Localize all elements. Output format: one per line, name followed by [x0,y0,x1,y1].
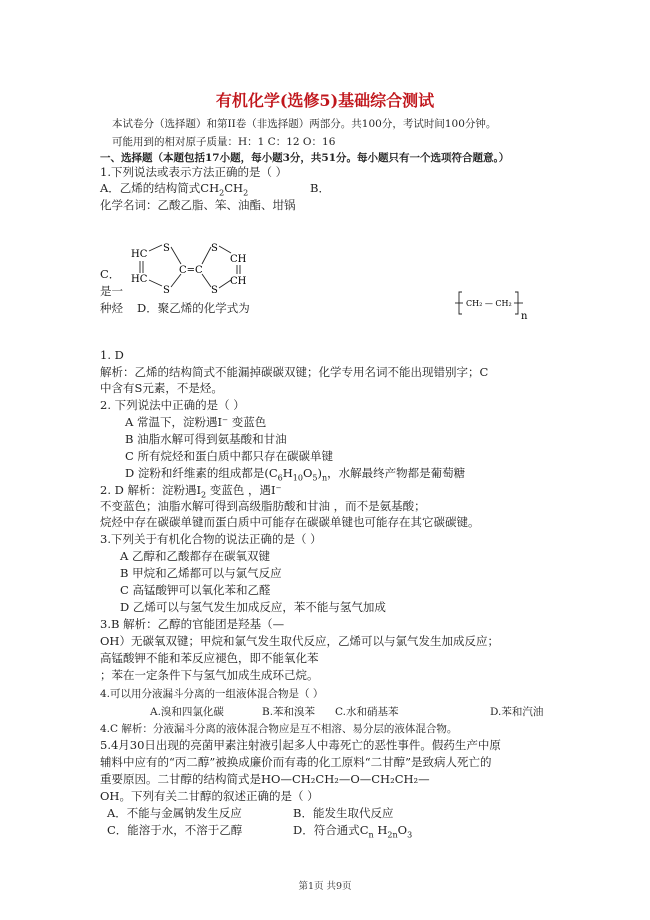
struct-ch-top: CH [230,254,247,265]
q5-line-1: 5.4月30日出现的亮菌甲素注射液引起多人中毒死亡的恶性事件。假药生产中原 [100,738,501,752]
q2-option-d: D 淀粉和纤维素的组成都是$(C_6H_{10}O_5)_n$，水解最终产物都是葡萄糖 [125,466,466,483]
page-title: 有机化学(选修5)基础综合测试 [215,91,435,110]
poly-n: n [521,311,528,322]
q3-option-d: D 乙烯可以与氢气发生加成反应，苯不能与氢气加成 [120,600,386,614]
struct-s-bottom-right: S [211,285,218,296]
intro-line-2: 可能用到的相对原子质量：H：1 C：12 O：16 [112,136,336,148]
q1-stem: 1.下列说法或表示方法正确的是（ ） [100,165,288,179]
q4-option-c: C.水和硝基苯 [335,706,399,718]
q5-line-3: 重要原因。二甘醇的结构简式是HO—CH₂CH₂—O—CH₂CH₂— [100,772,430,786]
q4-stem: 4.可以用分液漏斗分离的一组液体混合物是（ ） [100,688,324,700]
q3-option-c: C 高锰酸钾可以氧化苯和乙醛 [120,583,271,597]
q4-option-d: D.苯和汽油 [490,706,544,718]
struct-s-top-right: S [211,243,218,254]
q2-option-c: C 所有烷烃和蛋白质中都只存在碳碳单键 [125,449,333,463]
q4-option-b: B.苯和溴苯 [262,706,316,718]
struct-center: C=C [179,265,203,276]
q1-option-a: A．乙烯的结构简式$CH_2CH_2$ [100,181,249,198]
q1-option-c-line2: 是一 [100,284,123,298]
q4-option-a: A.溴和四氯化碳 [150,706,224,718]
section-heading: 一、选择题（本题包括17小题，每小题3分，共51分。每小题只有一个选项符合题意。） [100,152,510,164]
polyethylene-formula [455,288,535,322]
struct-ch-bottom: CH [230,276,247,287]
q5-option-a: A．不能与金属钠发生反应 [107,806,242,820]
a1-exp-line-1: 解析：乙烯的结构简式不能漏掉碳碳双键；化学专用名词不能出现错别字；C [100,365,489,379]
q1-option-b-text: 化学名词：乙酸乙脂、笨、油酯、坩锅 [100,198,296,212]
struct-hc-bottom: HC [131,274,148,285]
q5-line-2: 辅料中应有的“丙二醇”被换成廉价而有毒的化工原料“二甘醇”是致病人死亡的 [100,755,492,769]
page-footer: 第1页 共9页 [298,881,352,892]
a2-line-1: 2. D 解析：淀粉遇$I_2$ 变蓝色 ，遇I⁻ [100,483,282,500]
a3-line-1: 3.B 解析：乙醇的官能团是羟基（— [100,617,285,631]
struct-s-top-left: S [163,243,170,254]
q3-option-a: A 乙醇和乙酸都存在碳氧双键 [120,549,270,563]
a3-line-4: ；苯在一定条件下与氢气加成生成环己烷。 [100,668,319,682]
a4-line-1: 4.C 解析：分液漏斗分离的液体混合物应是互不相溶、易分层的液体混合物。 [100,723,458,735]
q3-option-b: B 甲烷和乙烯都可以与氯气反应 [120,566,282,580]
struct-s-bottom-left: S [163,285,170,296]
a2-line-3: 烷烃中存在碳碳单键而蛋白质中可能存在碳碳单键也可能存在其它碳碳键。 [100,515,480,529]
q1-option-c-line3: 种烃 [100,301,123,315]
a1-answer: 1. D [100,348,124,362]
q2-option-a: A 常温下，淀粉遇I⁻ 变蓝色 [125,415,267,429]
a3-line-3: 高锰酸钾不能和苯反应褪色，即不能氧化苯 [100,651,319,665]
poly-inner: CH₂ — CH₂ [466,299,512,308]
q5-line-4: OH。下列有关二甘醇的叙述正确的是（ ） [100,789,319,803]
q2-stem: 2. 下列说法中正确的是（ ） [100,398,245,412]
a3-line-2: OH）无碳氧双键；甲烷和氯气发生取代反应，乙烯可以与氯气发生加成反应； [100,634,499,648]
intro-line-1: 本试卷分（选择题）和第II卷（非选择题）两部分。共100分，考试时间100分钟。 [112,118,497,130]
q1-structure-diagram [125,238,255,300]
q3-stem: 3.下列关于有机化合物的说法正确的是（ ） [100,532,322,546]
q2-option-b: B 油脂水解可得到氨基酸和甘油 [125,432,287,446]
q5-option-d: D．符合通式$C_n$ $H_{2n}O_3$ [293,823,413,840]
q5-option-b: B．能发生取代反应 [293,806,394,820]
a2-line-2: 不变蓝色；油脂水解可得到高级脂肪酸和甘油 ，而不是氨基酸； [100,499,426,513]
a1-exp-line-2: 中含有S元素，不是烃。 [100,381,223,395]
q1-option-b: B． [310,181,330,195]
q5-option-c: C．能溶于水，不溶于乙醇 [107,823,243,837]
struct-hc-top: HC [131,249,148,260]
q1-option-d: D．聚乙烯的化学式为 [137,301,250,315]
q1-option-c: C． [100,267,121,281]
